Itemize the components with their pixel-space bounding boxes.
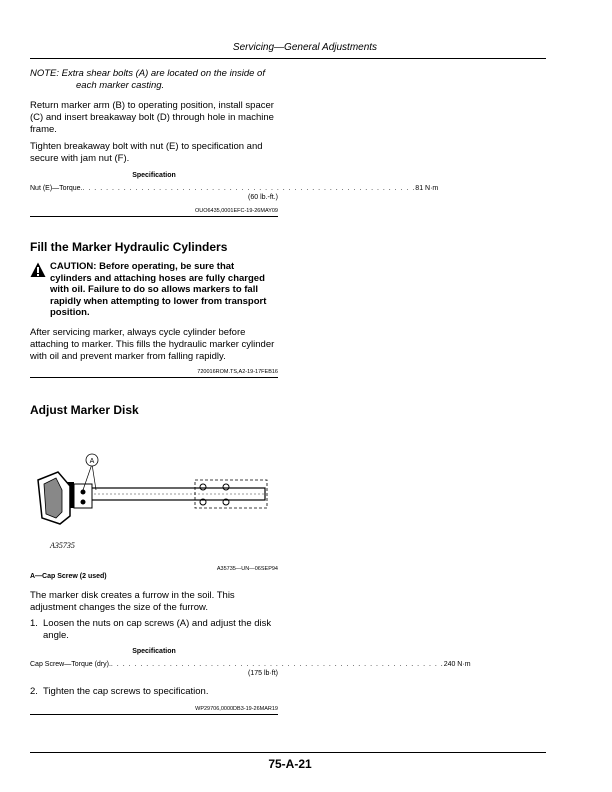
spec-value-imperial: (175 lb·ft) — [248, 670, 278, 677]
step-1 — [30, 618, 278, 642]
spec-value-imperial: (60 lb.-ft.) — [248, 194, 278, 201]
step-text: Tighten the cap screws to specification. — [43, 686, 209, 697]
figure-callout-a: A — [89, 458, 95, 465]
figure-label: A35735 — [50, 541, 75, 550]
figure-reference: A35735—UN—06SEP94 — [216, 566, 278, 572]
leader-dots: . . . . . . . . . . . . . . . . . . . . . . . . . . . . . . . . . . . . . . . . . . . . . . . . . . . . . . . . . — [110, 661, 444, 668]
note — [30, 68, 278, 92]
step-number: 2. — [30, 686, 38, 697]
spec-row-cap-screw-torque — [30, 660, 471, 678]
spec-heading: Specification — [132, 648, 176, 655]
spec-row-nut-torque — [30, 184, 439, 202]
figure-legend: A—Cap Screw (2 used) — [30, 573, 107, 580]
step-text: Loosen the nuts on cap screws (A) and adjust the disk angle. — [43, 618, 272, 641]
page-header-title: Servicing—General Adjustments — [232, 42, 378, 53]
step-2 — [30, 686, 278, 698]
warning-triangle-icon — [30, 262, 46, 278]
reference-code: WP29706,0000DB3-19-26MAR19 — [195, 706, 278, 712]
marker-disk-illustration — [30, 450, 278, 560]
spec-heading: Specification — [132, 172, 176, 179]
step-number: 1. — [30, 618, 38, 629]
header-rule — [30, 58, 546, 59]
return-marker-paragraph: Return marker arm (B) to operating position, install spacer (C) and insert breakaway bolt (D) through hole in machine frame. — [30, 100, 274, 135]
leader-dots: . . . . . . . . . . . . . . . . . . . . . . . . . . . . . . . . . . . . . . . . . . . . . . . . . . . . . . . . . — [82, 185, 416, 192]
section-rule — [30, 377, 278, 378]
spec-value: 240 N·m — [443, 661, 471, 668]
section-heading-fill-cylinders: Fill the Marker Hydraulic Cylinders — [30, 240, 228, 254]
section-rule — [30, 714, 278, 715]
note-line-2: each marker casting. — [76, 80, 165, 91]
note-line-1: NOTE: Extra shear bolts (A) are located on the inside of — [30, 68, 265, 79]
spec-label: Cap Screw—Torque (dry). — [30, 661, 111, 668]
spec-value: 81 N·m — [415, 185, 439, 192]
footer-rule — [30, 752, 546, 753]
reference-code: 720016ROM.TS,A2-19-17FEB16 — [197, 369, 278, 375]
caution-text: CAUTION: Before operating, be sure that cylinders and attaching hoses are fully charged with oil. Failure to do so allows markers to fall rapidly when attempting to lower from transport position. — [50, 261, 267, 318]
tighten-breakaway-paragraph: Tighten breakaway bolt with nut (E) to specification and secure with jam nut (F). — [30, 141, 263, 164]
cycle-cylinder-paragraph: After servicing marker, always cycle cylinder before attaching to marker. This fills the hydraulic marker cylinder with oil and prevent marker from falling rapidly. — [30, 327, 275, 362]
section-heading-adjust-disk: Adjust Marker Disk — [30, 403, 139, 417]
marker-disk-paragraph: The marker disk creates a furrow in the soil. This adjustment changes the size of the furrow. — [30, 590, 235, 613]
section-rule — [30, 216, 278, 217]
page-number: 75-A-21 — [268, 757, 312, 771]
reference-code: OUO6435,0001EFC-19-26MAY09 — [194, 208, 278, 214]
spec-label: Nut (E)—Torque. — [30, 185, 83, 192]
